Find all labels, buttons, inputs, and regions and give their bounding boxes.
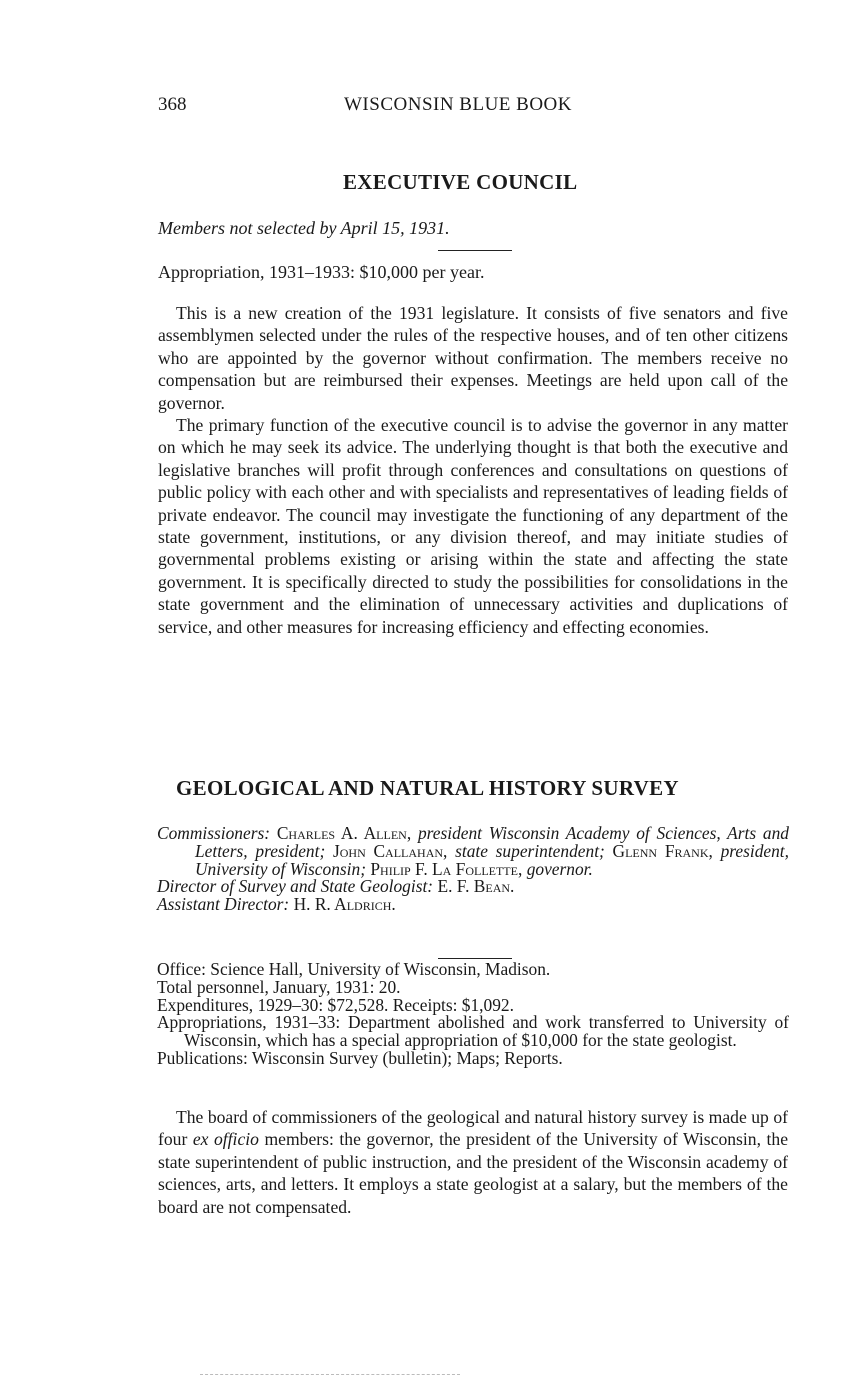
page-number: 368: [158, 94, 187, 115]
board-paragraph: [158, 1106, 788, 1218]
commissioner-name: Charles A. Allen: [276, 823, 407, 843]
fact-label: Total personnel, January, 1931:: [157, 976, 375, 997]
divider: [438, 250, 512, 251]
commissioner-name: Philip F. La Follette: [370, 858, 518, 879]
paragraph: The primary function of the executive council is to advise the governor in any matter on which he may seek its advice. The underlying thought is that both the executive and legislative branches will profit through conferences and consultations on questions of public policy with each other and with specialists and representatives of leading fields of private endeavor. The council may investigate the functioning of any department of the state government, institutions, or any division thereof, and may initiate studies of governmental problems existing or arising within the state and affecting the state government. It is specifically directed to study the possibilities for consolidations in the state government and the elimination of unnecessary activities and duplications of service, and other measures for increasing efficiency and effecting economies.: [158, 415, 788, 637]
page-header: [158, 94, 788, 124]
scan-artifact: [200, 1374, 460, 1377]
paragraph: [158, 1106, 788, 1218]
director-label: Director of Survey and State Geologist:: [157, 876, 434, 897]
fact-publications: [157, 1047, 789, 1068]
running-title: WISCONSIN BLUE BOOK: [344, 94, 572, 115]
executive-council-text: [158, 302, 788, 638]
commissioner-role: president, University of Wisconsin;: [195, 840, 789, 879]
assistant-label: Assistant Director:: [157, 894, 290, 915]
officers-list: [157, 825, 789, 914]
fact-value: $72,528. Receipts: $1,092.: [327, 994, 514, 1015]
fact-value: Science Hall, University of Wisconsin, Madison.: [210, 959, 551, 979]
text-run: The board of commissioners of the geological and natural history survey is made up of four: [158, 1107, 788, 1150]
commissioner-name: John Callahan: [332, 840, 444, 861]
commissioner-role: governor.: [526, 858, 593, 879]
assistant-name: H. R. Aldrich.: [293, 894, 396, 915]
fact-value: Wisconsin Survey (bulletin); Maps; Reports.: [251, 1047, 563, 1068]
text-run-italic: ex officio: [192, 1129, 259, 1150]
fact-label: Publications:: [157, 1047, 248, 1068]
fact-label: Office:: [157, 959, 206, 979]
members-note: Members not selected by April 15, 1931.: [158, 218, 450, 238]
director-name: E. F. Bean.: [437, 876, 515, 897]
appropriation-line: Appropriation, 1931–1933: $10,000 per year.: [158, 262, 485, 282]
fact-label: Expenditures, 1929–30:: [157, 994, 324, 1015]
fact-value: 20.: [378, 976, 401, 997]
commissioner-role: president Wisconsin Academy of Sciences, Arts and Letters, president;: [195, 823, 790, 861]
commissioner-name: Glenn Frank: [612, 840, 709, 861]
commissioners-entry: Commissioners: Charles A. Allen, president Wisconsin Academy of Sciences, Arts and Letters, president; John Callahan, state superintendent; Glenn Frank, president, University of Wisconsin; Philip F. La Follette, governor.: [157, 823, 790, 879]
section-title-geological-survey: GEOLOGICAL AND NATURAL HISTORY SURVEY: [176, 776, 679, 800]
assistant-entry: [157, 896, 789, 914]
fact-value: Department abolished and work transferred to University of Wisconsin, which has a special appropriation of $10,000 for the state geologist.: [184, 1012, 789, 1051]
commissioners-label: Commissioners:: [157, 823, 271, 843]
fact-appropriations: [157, 1014, 789, 1050]
commissioner-role: state superintendent;: [455, 840, 605, 861]
survey-facts: [157, 961, 789, 1068]
text-run: members: the governor, the president of the University of Wisconsin, the state superintendent of public instruction, and the president of the Wisconsin academy of sciences, arts, and letters. It employs a state geologist at a salary, but the members of the board are not compensated.: [158, 1129, 788, 1217]
fact-label: Appropriations, 1931–33:: [157, 1012, 341, 1033]
section-title-executive-council: EXECUTIVE COUNCIL: [343, 170, 578, 194]
paragraph: This is a new creation of the 1931 legislature. It consists of five senators and five assemblymen selected under the rules of the respective houses, and of ten other citizens who are appointed by the governor without confirmation. The members receive no compensation but are reimbursed their expenses. Meetings are held upon call of the governor.: [158, 303, 788, 413]
